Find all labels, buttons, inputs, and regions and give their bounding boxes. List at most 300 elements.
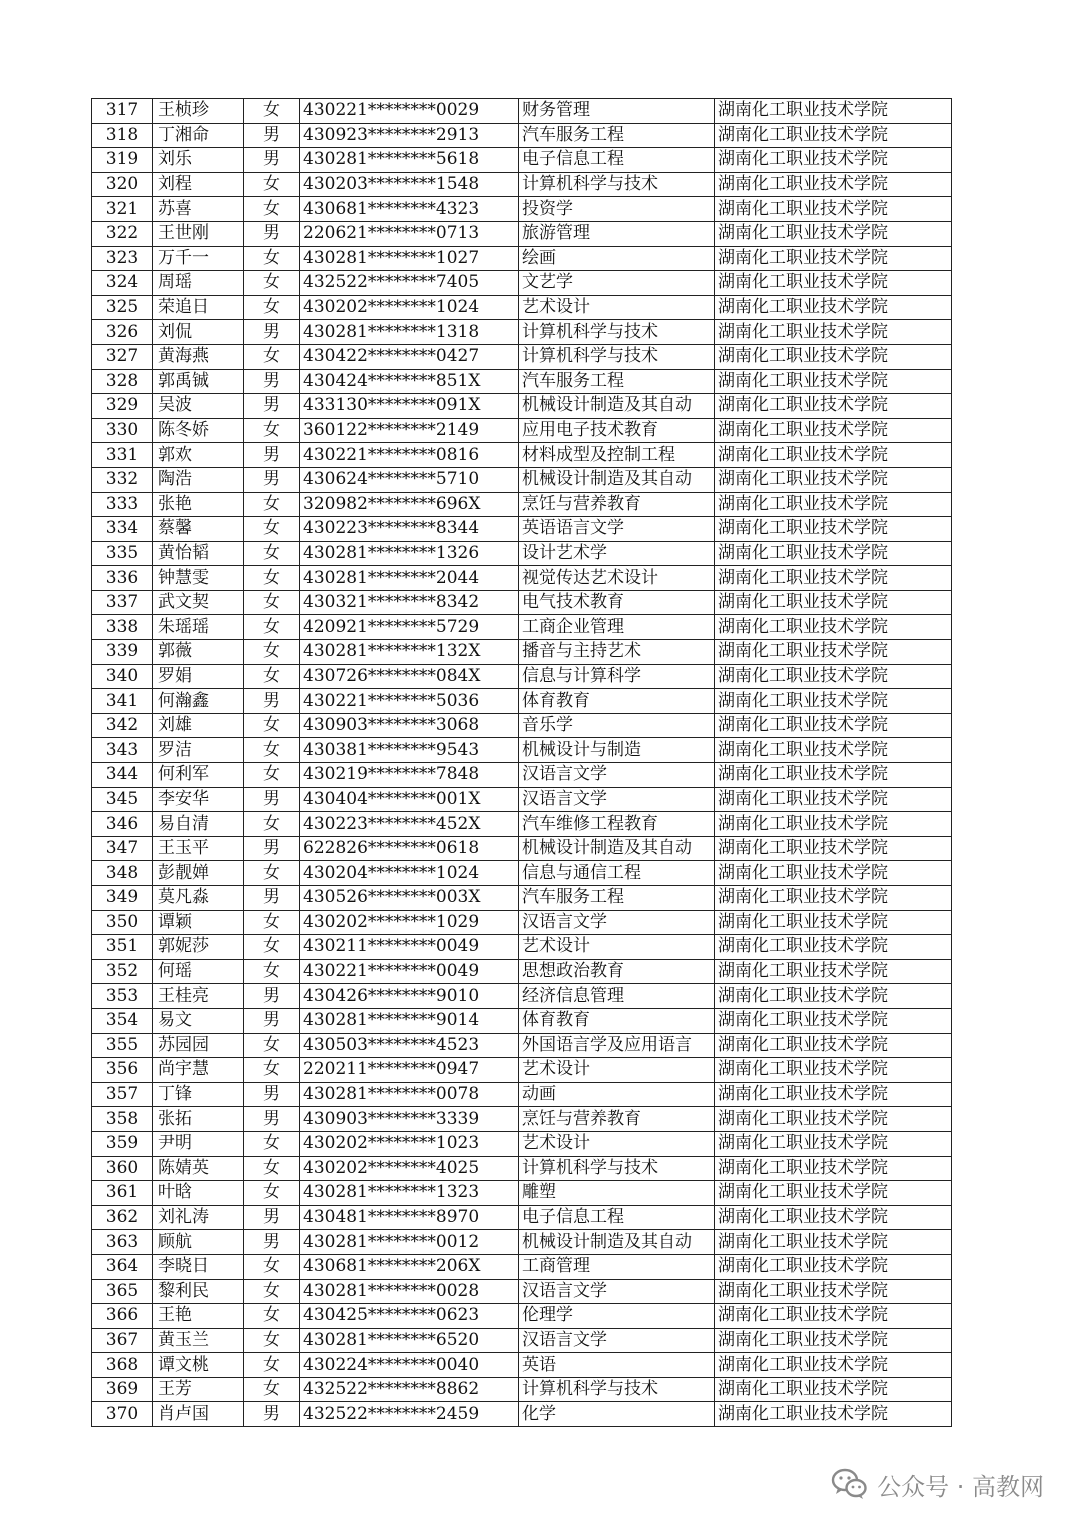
roster-table-body: [92, 99, 952, 1427]
name-cell: 吴波: [153, 394, 244, 419]
id-number-cell: 430481********8970: [300, 1205, 519, 1230]
gender-cell: 女: [244, 271, 300, 296]
seq-cell: 354: [92, 1008, 153, 1033]
seq-cell: 352: [92, 959, 153, 984]
major-cell: 机械设计制造及其自动: [519, 1230, 715, 1255]
major-cell: 电子信息工程: [519, 1205, 715, 1230]
school-cell: 湖南化工职业技术学院: [715, 935, 952, 960]
id-number-cell: 430903********3068: [300, 713, 519, 738]
name-cell: 陶浩: [153, 467, 244, 492]
name-cell: 武文契: [153, 590, 244, 615]
major-cell: 材料成型及控制工程: [519, 443, 715, 468]
seq-cell: 370: [92, 1402, 153, 1427]
id-number-cell: 430281********6520: [300, 1328, 519, 1353]
seq-cell: 357: [92, 1082, 153, 1107]
school-cell: 湖南化工职业技术学院: [715, 369, 952, 394]
gender-cell: 女: [244, 1131, 300, 1156]
seq-cell: 334: [92, 517, 153, 542]
table-row: [92, 812, 952, 837]
school-cell: 湖南化工职业技术学院: [715, 763, 952, 788]
seq-cell: 336: [92, 566, 153, 591]
school-cell: 湖南化工职业技术学院: [715, 467, 952, 492]
seq-cell: 344: [92, 763, 153, 788]
name-cell: 尹明: [153, 1131, 244, 1156]
gender-cell: 男: [244, 1107, 300, 1132]
major-cell: 外国语言学及应用语言: [519, 1033, 715, 1058]
id-number-cell: 432522********2459: [300, 1402, 519, 1427]
id-number-cell: 430281********1318: [300, 320, 519, 345]
name-cell: 黎利民: [153, 1279, 244, 1304]
seq-cell: 346: [92, 812, 153, 837]
seq-cell: 364: [92, 1254, 153, 1279]
id-number-cell: 430221********0816: [300, 443, 519, 468]
name-cell: 彭靓婵: [153, 861, 244, 886]
major-cell: 工商管理: [519, 1254, 715, 1279]
name-cell: 谭文桃: [153, 1353, 244, 1378]
major-cell: 汽车服务工程: [519, 886, 715, 911]
seq-cell: 328: [92, 369, 153, 394]
gender-cell: 女: [244, 1156, 300, 1181]
name-cell: 谭颖: [153, 910, 244, 935]
table-row: [92, 369, 952, 394]
table-row: [92, 861, 952, 886]
major-cell: 视觉传达艺术设计: [519, 566, 715, 591]
id-number-cell: 430281********0078: [300, 1082, 519, 1107]
school-cell: 湖南化工职业技术学院: [715, 1131, 952, 1156]
major-cell: 设计艺术学: [519, 541, 715, 566]
gender-cell: 女: [244, 763, 300, 788]
name-cell: 苏园园: [153, 1033, 244, 1058]
school-cell: 湖南化工职业技术学院: [715, 1377, 952, 1402]
school-cell: 湖南化工职业技术学院: [715, 172, 952, 197]
table-row: [92, 344, 952, 369]
table-row: [92, 664, 952, 689]
major-cell: 艺术设计: [519, 935, 715, 960]
name-cell: 陈冬娇: [153, 418, 244, 443]
major-cell: 播音与主持艺术: [519, 640, 715, 665]
table-row: [92, 443, 952, 468]
gender-cell: 男: [244, 787, 300, 812]
name-cell: 李安华: [153, 787, 244, 812]
table-row: [92, 1181, 952, 1206]
gender-cell: 女: [244, 1254, 300, 1279]
seq-cell: 333: [92, 492, 153, 517]
school-cell: 湖南化工职业技术学院: [715, 123, 952, 148]
name-cell: 王桂亮: [153, 984, 244, 1009]
major-cell: 计算机科学与技术: [519, 172, 715, 197]
seq-cell: 355: [92, 1033, 153, 1058]
name-cell: 莫凡淼: [153, 886, 244, 911]
table-row: [92, 197, 952, 222]
school-cell: 湖南化工职业技术学院: [715, 1058, 952, 1083]
name-cell: 罗洁: [153, 738, 244, 763]
name-cell: 叶晗: [153, 1181, 244, 1206]
name-cell: 王芳: [153, 1377, 244, 1402]
gender-cell: 女: [244, 590, 300, 615]
school-cell: 湖南化工职业技术学院: [715, 271, 952, 296]
major-cell: 计算机科学与技术: [519, 344, 715, 369]
school-cell: 湖南化工职业技术学院: [715, 443, 952, 468]
major-cell: 投资学: [519, 197, 715, 222]
seq-cell: 331: [92, 443, 153, 468]
seq-cell: 359: [92, 1131, 153, 1156]
table-row: [92, 394, 952, 419]
gender-cell: 男: [244, 984, 300, 1009]
table-row: [92, 123, 952, 148]
watermark: [831, 1464, 1044, 1504]
table-row: [92, 959, 952, 984]
table-row: [92, 1328, 952, 1353]
table-row: [92, 492, 952, 517]
gender-cell: 男: [244, 467, 300, 492]
id-number-cell: 430281********132X: [300, 640, 519, 665]
id-number-cell: 430404********001X: [300, 787, 519, 812]
major-cell: 艺术设计: [519, 295, 715, 320]
seq-cell: 362: [92, 1205, 153, 1230]
gender-cell: 女: [244, 861, 300, 886]
gender-cell: 女: [244, 172, 300, 197]
major-cell: 英语语言文学: [519, 517, 715, 542]
gender-cell: 女: [244, 246, 300, 271]
major-cell: 机械设计制造及其自动: [519, 467, 715, 492]
name-cell: 张拓: [153, 1107, 244, 1132]
major-cell: 计算机科学与技术: [519, 320, 715, 345]
table-row: [92, 1353, 952, 1378]
gender-cell: 男: [244, 320, 300, 345]
id-number-cell: 430281********1326: [300, 541, 519, 566]
table-row: [92, 517, 952, 542]
gender-cell: 女: [244, 1058, 300, 1083]
name-cell: 何瀚鑫: [153, 689, 244, 714]
major-cell: 烹饪与营养教育: [519, 492, 715, 517]
seq-cell: 353: [92, 984, 153, 1009]
major-cell: 英语: [519, 1353, 715, 1378]
major-cell: 财务管理: [519, 99, 715, 124]
id-number-cell: 220621********0713: [300, 221, 519, 246]
seq-cell: 361: [92, 1181, 153, 1206]
name-cell: 郭欢: [153, 443, 244, 468]
major-cell: 信息与通信工程: [519, 861, 715, 886]
id-number-cell: 430281********0012: [300, 1230, 519, 1255]
id-number-cell: 430426********9010: [300, 984, 519, 1009]
seq-cell: 345: [92, 787, 153, 812]
gender-cell: 女: [244, 1328, 300, 1353]
school-cell: 湖南化工职业技术学院: [715, 394, 952, 419]
table-row: [92, 295, 952, 320]
table-row: [92, 418, 952, 443]
table-row: [92, 1156, 952, 1181]
id-number-cell: 622826********0618: [300, 836, 519, 861]
major-cell: 旅游管理: [519, 221, 715, 246]
major-cell: 绘画: [519, 246, 715, 271]
major-cell: 艺术设计: [519, 1058, 715, 1083]
table-row: [92, 1107, 952, 1132]
school-cell: 湖南化工职业技术学院: [715, 812, 952, 837]
school-cell: 湖南化工职业技术学院: [715, 1402, 952, 1427]
id-number-cell: 430211********0049: [300, 935, 519, 960]
id-number-cell: 430681********206X: [300, 1254, 519, 1279]
gender-cell: 女: [244, 664, 300, 689]
seq-cell: 338: [92, 615, 153, 640]
gender-cell: 女: [244, 959, 300, 984]
school-cell: 湖南化工职业技术学院: [715, 320, 952, 345]
gender-cell: 女: [244, 615, 300, 640]
major-cell: 伦理学: [519, 1304, 715, 1329]
school-cell: 湖南化工职业技术学院: [715, 615, 952, 640]
school-cell: 湖南化工职业技术学院: [715, 246, 952, 271]
major-cell: 动画: [519, 1082, 715, 1107]
seq-cell: 367: [92, 1328, 153, 1353]
major-cell: 体育教育: [519, 1008, 715, 1033]
table-row: [92, 689, 952, 714]
id-number-cell: 430681********4323: [300, 197, 519, 222]
table-row: [92, 172, 952, 197]
id-number-cell: 430923********2913: [300, 123, 519, 148]
name-cell: 易文: [153, 1008, 244, 1033]
gender-cell: 女: [244, 1279, 300, 1304]
table-row: [92, 935, 952, 960]
major-cell: 艺术设计: [519, 1131, 715, 1156]
school-cell: 湖南化工职业技术学院: [715, 197, 952, 222]
name-cell: 陈婧英: [153, 1156, 244, 1181]
major-cell: 汽车服务工程: [519, 369, 715, 394]
school-cell: 湖南化工职业技术学院: [715, 1279, 952, 1304]
gender-cell: 女: [244, 517, 300, 542]
id-number-cell: 430221********0049: [300, 959, 519, 984]
name-cell: 刘程: [153, 172, 244, 197]
school-cell: 湖南化工职业技术学院: [715, 492, 952, 517]
seq-cell: 329: [92, 394, 153, 419]
school-cell: 湖南化工职业技术学院: [715, 959, 952, 984]
table-row: [92, 271, 952, 296]
table-row: [92, 1082, 952, 1107]
id-number-cell: 430281********1323: [300, 1181, 519, 1206]
gender-cell: 男: [244, 221, 300, 246]
major-cell: 汽车服务工程: [519, 123, 715, 148]
table-row: [92, 148, 952, 173]
table-row: [92, 320, 952, 345]
seq-cell: 340: [92, 664, 153, 689]
table-row: [92, 886, 952, 911]
id-number-cell: 430219********7848: [300, 763, 519, 788]
gender-cell: 男: [244, 836, 300, 861]
seq-cell: 332: [92, 467, 153, 492]
table-row: [92, 590, 952, 615]
gender-cell: 男: [244, 689, 300, 714]
table-row: [92, 640, 952, 665]
name-cell: 丁锋: [153, 1082, 244, 1107]
school-cell: 湖南化工职业技术学院: [715, 590, 952, 615]
gender-cell: 女: [244, 910, 300, 935]
table-row: [92, 566, 952, 591]
id-number-cell: 430204********1024: [300, 861, 519, 886]
id-number-cell: 430202********4025: [300, 1156, 519, 1181]
table-row: [92, 615, 952, 640]
name-cell: 丁湘命: [153, 123, 244, 148]
seq-cell: 335: [92, 541, 153, 566]
id-number-cell: 430281********0028: [300, 1279, 519, 1304]
seq-cell: 321: [92, 197, 153, 222]
name-cell: 黄怡韬: [153, 541, 244, 566]
school-cell: 湖南化工职业技术学院: [715, 541, 952, 566]
seq-cell: 330: [92, 418, 153, 443]
gender-cell: 男: [244, 123, 300, 148]
table-row: [92, 99, 952, 124]
school-cell: 湖南化工职业技术学院: [715, 1205, 952, 1230]
gender-cell: 女: [244, 738, 300, 763]
name-cell: 易自清: [153, 812, 244, 837]
seq-cell: 327: [92, 344, 153, 369]
name-cell: 何利军: [153, 763, 244, 788]
school-cell: 湖南化工职业技术学院: [715, 738, 952, 763]
seq-cell: 363: [92, 1230, 153, 1255]
school-cell: 湖南化工职业技术学院: [715, 1328, 952, 1353]
school-cell: 湖南化工职业技术学院: [715, 836, 952, 861]
id-number-cell: 360122********2149: [300, 418, 519, 443]
seq-cell: 339: [92, 640, 153, 665]
table-row: [92, 221, 952, 246]
name-cell: 蔡馨: [153, 517, 244, 542]
name-cell: 钟慧雯: [153, 566, 244, 591]
table-row: [92, 1131, 952, 1156]
id-number-cell: 430202********1023: [300, 1131, 519, 1156]
school-cell: 湖南化工职业技术学院: [715, 640, 952, 665]
id-number-cell: 430503********4523: [300, 1033, 519, 1058]
name-cell: 罗娟: [153, 664, 244, 689]
school-cell: 湖南化工职业技术学院: [715, 910, 952, 935]
table-row: [92, 836, 952, 861]
id-number-cell: 430224********0040: [300, 1353, 519, 1378]
table-row: [92, 1377, 952, 1402]
gender-cell: 女: [244, 99, 300, 124]
table-row: [92, 738, 952, 763]
name-cell: 刘雄: [153, 713, 244, 738]
id-number-cell: 430321********8342: [300, 590, 519, 615]
name-cell: 尚宇慧: [153, 1058, 244, 1083]
name-cell: 肖卢国: [153, 1402, 244, 1427]
gender-cell: 男: [244, 148, 300, 173]
school-cell: 湖南化工职业技术学院: [715, 713, 952, 738]
name-cell: 李晓日: [153, 1254, 244, 1279]
major-cell: 汉语言文学: [519, 910, 715, 935]
major-cell: 思想政治教育: [519, 959, 715, 984]
gender-cell: 女: [244, 935, 300, 960]
id-number-cell: 430221********5036: [300, 689, 519, 714]
gender-cell: 女: [244, 1304, 300, 1329]
name-cell: 郭薇: [153, 640, 244, 665]
name-cell: 张艳: [153, 492, 244, 517]
table-row: [92, 984, 952, 1009]
school-cell: 湖南化工职业技术学院: [715, 295, 952, 320]
gender-cell: 女: [244, 541, 300, 566]
seq-cell: 347: [92, 836, 153, 861]
gender-cell: 男: [244, 394, 300, 419]
name-cell: 苏喜: [153, 197, 244, 222]
gender-cell: 女: [244, 1181, 300, 1206]
table-row: [92, 1058, 952, 1083]
seq-cell: 324: [92, 271, 153, 296]
id-number-cell: 430281********2044: [300, 566, 519, 591]
gender-cell: 女: [244, 197, 300, 222]
id-number-cell: 430281********9014: [300, 1008, 519, 1033]
school-cell: 湖南化工职业技术学院: [715, 1181, 952, 1206]
school-cell: 湖南化工职业技术学院: [715, 566, 952, 591]
table-row: [92, 910, 952, 935]
school-cell: 湖南化工职业技术学院: [715, 664, 952, 689]
school-cell: 湖南化工职业技术学院: [715, 1230, 952, 1255]
name-cell: 郭禹铖: [153, 369, 244, 394]
gender-cell: 女: [244, 1353, 300, 1378]
major-cell: 计算机科学与技术: [519, 1156, 715, 1181]
gender-cell: 女: [244, 344, 300, 369]
name-cell: 刘礼涛: [153, 1205, 244, 1230]
major-cell: 计算机科学与技术: [519, 1377, 715, 1402]
gender-cell: 男: [244, 1082, 300, 1107]
id-number-cell: 433130********091X: [300, 394, 519, 419]
table-row: [92, 541, 952, 566]
major-cell: 文艺学: [519, 271, 715, 296]
gender-cell: 女: [244, 418, 300, 443]
id-number-cell: 430425********0623: [300, 1304, 519, 1329]
school-cell: 湖南化工职业技术学院: [715, 787, 952, 812]
seq-cell: 343: [92, 738, 153, 763]
seq-cell: 325: [92, 295, 153, 320]
major-cell: 电气技术教育: [519, 590, 715, 615]
gender-cell: 男: [244, 886, 300, 911]
gender-cell: 男: [244, 1008, 300, 1033]
seq-cell: 320: [92, 172, 153, 197]
major-cell: 雕塑: [519, 1181, 715, 1206]
seq-cell: 348: [92, 861, 153, 886]
table-row: [92, 1402, 952, 1427]
major-cell: 应用电子技术教育: [519, 418, 715, 443]
id-number-cell: 430381********9543: [300, 738, 519, 763]
id-number-cell: 430422********0427: [300, 344, 519, 369]
name-cell: 王世刚: [153, 221, 244, 246]
roster-table: [91, 98, 952, 1427]
gender-cell: 女: [244, 295, 300, 320]
major-cell: 化学: [519, 1402, 715, 1427]
name-cell: 王玉平: [153, 836, 244, 861]
school-cell: 湖南化工职业技术学院: [715, 886, 952, 911]
gender-cell: 女: [244, 492, 300, 517]
seq-cell: 351: [92, 935, 153, 960]
name-cell: 黄玉兰: [153, 1328, 244, 1353]
seq-cell: 323: [92, 246, 153, 271]
id-number-cell: 430223********452X: [300, 812, 519, 837]
table-row: [92, 713, 952, 738]
school-cell: 湖南化工职业技术学院: [715, 1304, 952, 1329]
id-number-cell: 320982********696X: [300, 492, 519, 517]
seq-cell: 360: [92, 1156, 153, 1181]
id-number-cell: 420921********5729: [300, 615, 519, 640]
name-cell: 周瑶: [153, 271, 244, 296]
major-cell: 汉语言文学: [519, 1279, 715, 1304]
table-row: [92, 787, 952, 812]
id-number-cell: 430223********8344: [300, 517, 519, 542]
id-number-cell: 430424********851X: [300, 369, 519, 394]
school-cell: 湖南化工职业技术学院: [715, 984, 952, 1009]
name-cell: 郭妮莎: [153, 935, 244, 960]
table-row: [92, 763, 952, 788]
table-row: [92, 1205, 952, 1230]
major-cell: 机械设计制造及其自动: [519, 394, 715, 419]
seq-cell: 366: [92, 1304, 153, 1329]
id-number-cell: 430903********3339: [300, 1107, 519, 1132]
gender-cell: 女: [244, 812, 300, 837]
gender-cell: 女: [244, 713, 300, 738]
id-number-cell: 430281********1027: [300, 246, 519, 271]
